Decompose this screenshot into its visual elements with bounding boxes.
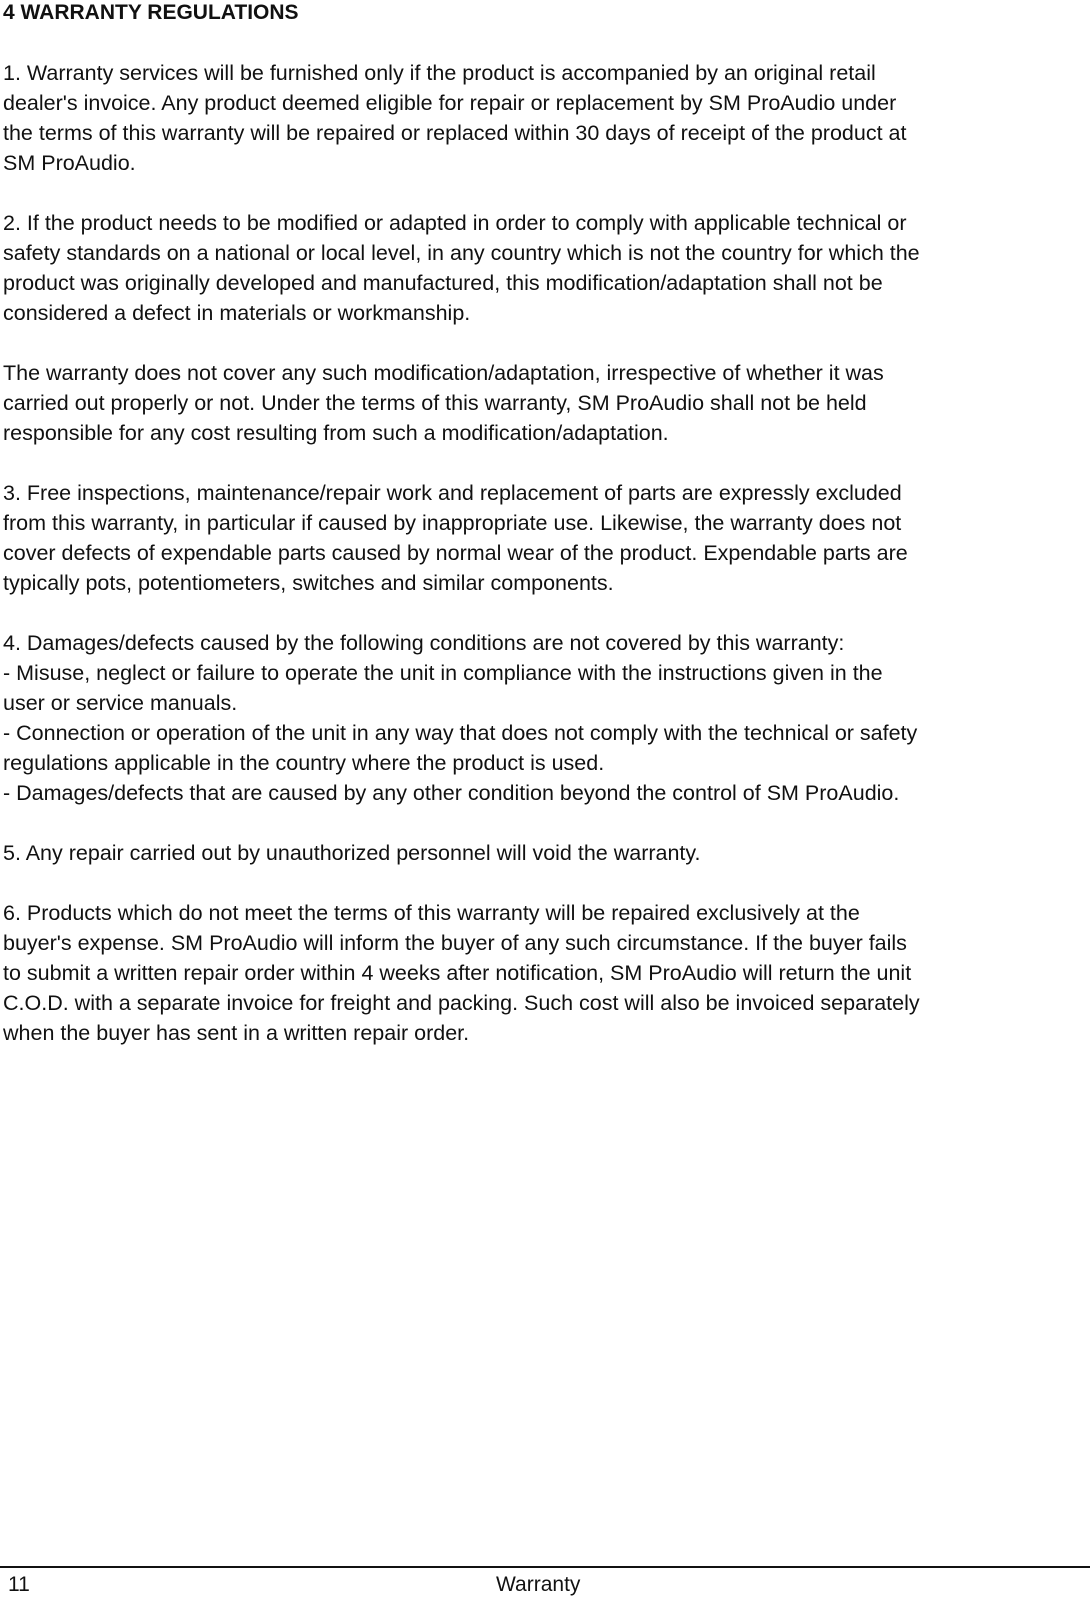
- paragraph-line: typically pots, potentiometers, switches and similar components.: [3, 571, 614, 595]
- paragraph-line: cover defects of expendable parts caused by normal wear of the product. Expendable parts are: [3, 541, 908, 565]
- paragraph-line: when the buyer has sent in a written repair order.: [3, 1021, 470, 1045]
- paragraph-line: the terms of this warranty will be repaired or replaced within 30 days of receipt of the product at: [3, 121, 907, 145]
- paragraph-line: to submit a written repair order within 4 weeks after notification, SM ProAudio will return the unit: [3, 961, 912, 985]
- paragraph: [3, 628, 1087, 808]
- paragraph-line: 2. If the product needs to be modified or adapted in order to comply with applicable technical or: [3, 211, 907, 235]
- paragraph: [3, 838, 1087, 868]
- footer-section-title: Warranty: [496, 1573, 581, 1596]
- paragraph: [3, 478, 1087, 598]
- page-number: 11: [8, 1573, 30, 1596]
- paragraph-line: 5. Any repair carried out by unauthorized personnel will void the warranty.: [3, 841, 701, 865]
- paragraph: [3, 58, 1087, 178]
- paragraph: [3, 208, 1087, 328]
- paragraph-line: SM ProAudio.: [3, 151, 136, 175]
- page-footer: [0, 1572, 1090, 1598]
- paragraph-line: The warranty does not cover any such modification/adaptation, irrespective of whether it was: [3, 361, 884, 385]
- paragraph-line: dealer's invoice. Any product deemed eligible for repair or replacement by SM ProAudio under: [3, 91, 897, 115]
- paragraph-line: regulations applicable in the country where the product is used.: [3, 751, 605, 775]
- paragraph-line: - Connection or operation of the unit in any way that does not comply with the technical or safety: [3, 721, 918, 745]
- document-body: [3, 0, 1087, 1078]
- paragraph-line: user or service manuals.: [3, 691, 238, 715]
- paragraph-line: 1. Warranty services will be furnished only if the product is accompanied by an original retail: [3, 61, 876, 85]
- paragraph-line: buyer's expense. SM ProAudio will inform the buyer of any such circumstance. If the buyer fails: [3, 931, 907, 955]
- paragraph-line: 4. Damages/defects caused by the following conditions are not covered by this warranty:: [3, 631, 845, 655]
- paragraph-line: 3. Free inspections, maintenance/repair work and replacement of parts are expressly excluded: [3, 481, 902, 505]
- paragraph: [3, 898, 1087, 1048]
- paragraph: [3, 358, 1087, 448]
- section-heading: 4 WARRANTY REGULATIONS: [3, 1, 299, 24]
- paragraph-line: carried out properly or not. Under the terms of this warranty, SM ProAudio shall not be held: [3, 391, 867, 415]
- paragraph-line: 6. Products which do not meet the terms of this warranty will be repaired exclusively at the: [3, 901, 860, 925]
- paragraph-line: product was originally developed and manufactured, this modification/adaptation shall not be: [3, 271, 883, 295]
- paragraph-line: C.O.D. with a separate invoice for freight and packing. Such cost will also be invoiced separately: [3, 991, 920, 1015]
- paragraph-list: [3, 58, 1087, 1048]
- paragraph-line: considered a defect in materials or workmanship.: [3, 301, 471, 325]
- paragraph-line: safety standards on a national or local level, in any country which is not the country for which the: [3, 241, 920, 265]
- paragraph-line: responsible for any cost resulting from such a modification/adaptation.: [3, 421, 669, 445]
- paragraph-line: - Damages/defects that are caused by any other condition beyond the control of SM ProAudio.: [3, 781, 900, 805]
- footer-divider: [0, 1566, 1090, 1568]
- paragraph-line: - Misuse, neglect or failure to operate the unit in compliance with the instructions given in the: [3, 661, 883, 685]
- paragraph-line: from this warranty, in particular if caused by inappropriate use. Likewise, the warranty does not: [3, 511, 902, 535]
